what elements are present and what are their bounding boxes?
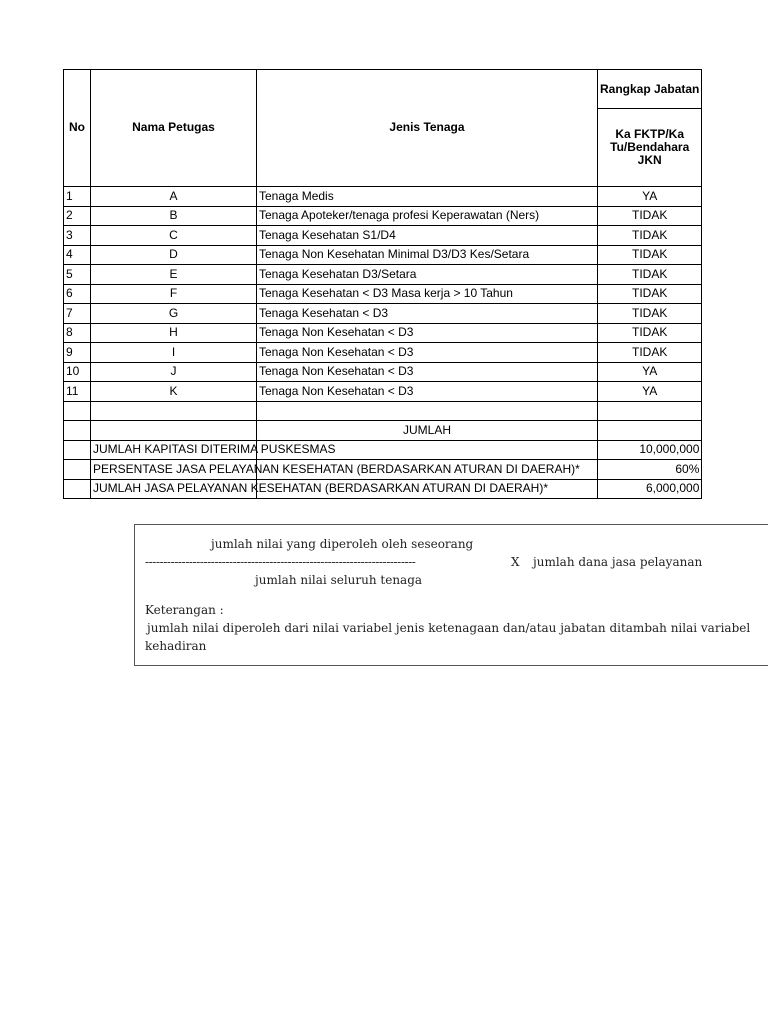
row-no: 2 [64,206,91,226]
row-jenis: Tenaga Non Kesehatan < D3 [257,362,598,382]
empty-row [64,401,702,421]
jumlah-row [64,421,702,441]
table-row [64,304,702,324]
row-rangkap: TIDAK [598,304,702,324]
row-rangkap: YA [598,382,702,402]
row-jenis: Tenaga Non Kesehatan < D3 [257,343,598,363]
row-nama: D [91,245,257,265]
row-nama: J [91,362,257,382]
table-row [64,206,702,226]
table-row [64,382,702,402]
empty-cell [64,421,91,441]
row-no: 11 [64,382,91,402]
row-jenis: Tenaga Kesehatan S1/D4 [257,226,598,246]
table-row [64,245,702,265]
row-jenis: Tenaga Non Kesehatan < D3 [257,323,598,343]
row-rangkap: YA [598,187,702,207]
row-rangkap: TIDAK [598,226,702,246]
row-rangkap: TIDAK [598,343,702,363]
table-row [64,187,702,207]
empty-cell [91,401,257,421]
row-nama: H [91,323,257,343]
formula-multiplier: jumlah dana jasa pelayanan [533,555,703,569]
row-rangkap: TIDAK [598,284,702,304]
row-jenis: Tenaga Kesehatan < D3 Masa kerja > 10 Tahun [257,284,598,304]
summary-row [64,440,702,460]
row-no: 1 [64,187,91,207]
summary-label: JUMLAH JASA PELAYANAN KESEHATAN (BERDASARKAN ATURAN DI DAERAH)* [91,479,598,499]
summary-row [64,479,702,499]
summary-value: 10,000,000 [598,440,702,460]
row-no: 8 [64,323,91,343]
row-no: 6 [64,284,91,304]
formula-operator: X [511,555,520,569]
row-no: 4 [64,245,91,265]
row-jenis: Tenaga Kesehatan < D3 [257,304,598,324]
header-nama-petugas: Nama Petugas [91,70,257,187]
header-rangkap-sub: Ka FKTP/Ka Tu/Bendahara JKN [598,109,702,187]
row-nama: K [91,382,257,402]
row-nama: C [91,226,257,246]
row-no: 3 [64,226,91,246]
empty-cell [64,401,91,421]
row-nama: E [91,265,257,285]
row-no: 5 [64,265,91,285]
summary-value: 60% [598,460,702,480]
formula-divider: -------------------------------------------------------------------------- [145,555,416,569]
row-rangkap: TIDAK [598,245,702,265]
header-row-top [64,70,702,109]
empty-cell [64,460,91,480]
keterangan-line-1: jumlah nilai diperoleh dari nilai variabel jenis ketenagaan dan/atau jabatan ditambah nilai variabel [147,621,751,635]
row-jenis: Tenaga Non Kesehatan Minimal D3/D3 Kes/Setara [257,245,598,265]
row-jenis: Tenaga Apoteker/tenaga profesi Keperawatan (Ners) [257,206,598,226]
empty-cell [598,421,702,441]
header-no: No [64,70,91,187]
row-rangkap: TIDAK [598,323,702,343]
row-jenis: Tenaga Kesehatan D3/Setara [257,265,598,285]
row-no: 9 [64,343,91,363]
table-row [64,362,702,382]
table-row [64,323,702,343]
row-no: 10 [64,362,91,382]
row-nama: F [91,284,257,304]
table-row [64,226,702,246]
row-rangkap: YA [598,362,702,382]
header-rangkap-jabatan: Rangkap Jabatan [598,70,702,109]
table-row [64,265,702,285]
formula-numerator: jumlah nilai yang diperoleh oleh seseorang [211,537,474,551]
keterangan-label: Keterangan : [145,603,224,617]
row-rangkap: TIDAK [598,206,702,226]
formula-denominator: jumlah nilai seluruh tenaga [255,573,423,587]
summary-label: PERSENTASE JASA PELAYANAN KESEHATAN (BERDASARKAN ATURAN DI DAERAH)* [91,460,598,480]
row-nama: I [91,343,257,363]
row-jenis: Tenaga Non Kesehatan < D3 [257,382,598,402]
empty-cell [91,421,257,441]
empty-cell [64,479,91,499]
row-nama: G [91,304,257,324]
jumlah-label: JUMLAH [257,421,598,441]
row-rangkap: TIDAK [598,265,702,285]
row-nama: A [91,187,257,207]
row-jenis: Tenaga Medis [257,187,598,207]
formula-box [134,524,768,666]
empty-cell [64,440,91,460]
row-nama: B [91,206,257,226]
header-jenis-tenaga: Jenis Tenaga [257,70,598,187]
summary-label: JUMLAH KAPITASI DITERIMA PUSKESMAS [91,440,598,460]
table-row [64,343,702,363]
empty-cell [257,401,598,421]
table-row [64,284,702,304]
row-no: 7 [64,304,91,324]
summary-row [64,460,702,480]
keterangan-line-2: kehadiran [145,639,207,653]
jasa-pelayanan-table [63,69,702,499]
summary-value: 6,000,000 [598,479,702,499]
empty-cell [598,401,702,421]
